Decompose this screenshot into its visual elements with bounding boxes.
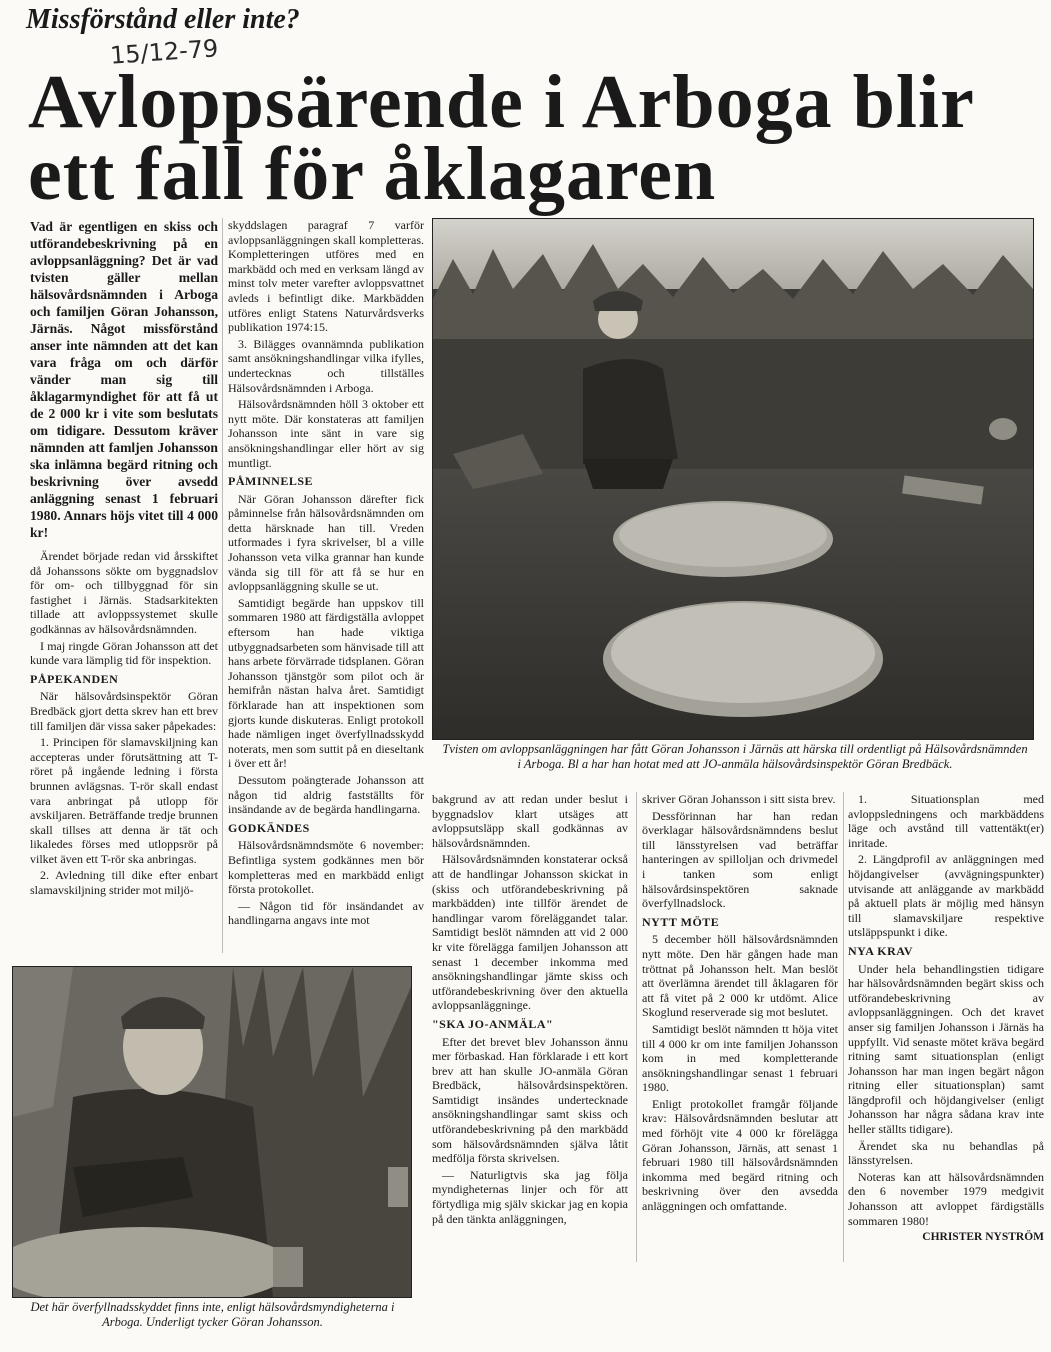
column-2 xyxy=(228,218,424,953)
column-3 xyxy=(432,792,628,1262)
subheading-nya-krav: NYA KRAV xyxy=(848,943,914,958)
photo-small-caption: Det här överfyllnadsskyddet finns inte, enligt hälsovårdsmyndigheterna i Arboga. Underligt tycker Göran Johansson. xyxy=(30,1300,395,1329)
paragraph: 5 december höll hälsovårdsnämnden nytt möte. Den här gången hade man tröttnat på Johansson helt. Man beslöt att överlämna ärendet till åklagaren för att få vitet på 2 000 kr utdömt. Alice Skoglund reserverade sig mot beslutet. xyxy=(642,932,838,1020)
subheading-ska-jo-anmala: "SKA JO-ANMÄLA" xyxy=(432,1016,554,1031)
paragraph: 1. Situationsplan med avloppsledningens och markbäddens läge och avstånd till vattentäkt(er) inritade. xyxy=(848,792,1044,850)
paragraph: Efter det brevet blev Johansson ännu mer förbaskad. Han förklarade i ett kort brev att han skulle JO-anmäla Göran Bredbäck, hälsovårdsinspektören. Samtidigt insändes undertecknade ansökningshandlingar samt skiss och utförandebeskrivning på den markbädd som hälsovårdsnämnden själva låtit medfölja första skrivelsen. xyxy=(432,1034,628,1166)
photo-main-caption: Tvisten om avloppsanläggningen har fått Göran Johansson i Järnäs att härska till ordentligt på Hälsovårdsnämnden i Arboga. Bl a har han hotat med att JO-anmäla hälsovårdsinspektör Göran Bredbäck. xyxy=(442,742,1028,771)
paragraph: 3. Bilägges ovannämnda publikation samt ansökningshandlingar vilka ifylles, undertecknas och tillställes Hälsovårdsnämnden i Arboga. xyxy=(228,336,424,395)
paragraph: Dessutom poängterade Johansson att någon tid aldrig fastställts för insändande av de begärda handlingarna. xyxy=(228,772,424,817)
paragraph: Hälsovårdsnämndsmöte 6 november: Befintliga system godkännes men bör kompletteras med en markbädd enligt första protokollet. xyxy=(228,838,424,897)
paragraph: 2. Längdprofil av anläggningen med höjdangivelser (avvägningspunkter) utvisande att anläggande av markbädd på aktuell plats är möjlig med hänsyn till slamavskiljare respektive utsläppspunkt i dike. xyxy=(848,852,1044,940)
photo-small xyxy=(12,966,412,1298)
paragraph: Hälsovårdsnämnden konstaterar också att de handlingar Johansson skickat in (skiss och utförandebeskrivning på markbädden) inte tillför ärendet de handlingar varom föreläggandet talar. Samtidigt beslöt nämnden att vid 2 000 kr vite förelägga familjen Johansson att senast 1 december inkomma med ansökningshandlingar jämte skiss och utförandebeskrivning över den aktuella avloppsanläggninge. xyxy=(432,852,628,1013)
handwritten-date: 15/12-79 xyxy=(109,34,220,70)
headline: Avloppsärende i Arboga blir ett fall för åklagaren xyxy=(28,60,974,216)
paragraph: Samtidigt begärde han uppskov till sommaren 1980 att färdigställa avloppet eftersom han hade viktiga utbyggnadsarbeten som hänvisade till att hans arbete förvärrade tidsplanen. Göran Johansson tjänstgör som pilot och är hemifrån nästan halva året. Samtidigt förklarade han att inspektionen som gjorts kunde diskuteras. Enligt protokoll hade nämligen inget överfyllnadsskydd noterats, men som suttit på en dieseltank i över ett år! xyxy=(228,595,424,771)
paragraph: skyddslagen paragraf 7 varför avloppsanläggningen skall kompletteras. Kompletteringen utföres med en markbädd och med en verksam längd av minst tolv meter varefter avloppsvattnet avleds i befintligt dike. Markbädden utföres enligt Statens Naturvårdsverks publikation 1974:15. xyxy=(228,218,424,335)
paragraph: — Någon tid för insändandet av handlingarna angavs inte mot xyxy=(228,898,424,928)
photo-main-image xyxy=(433,219,1033,739)
paragraph: Ärendet ska nu behandlas på länsstyrelsen. xyxy=(848,1138,1044,1168)
paragraph: När Göran Johansson därefter fick påminnelse från hälsovårdsnämnden om detta härsknade han till. Vreden utformades i fyra skrivelser, bl a ville Johansson veta vilka grannar han kunde vända sig till för att få se hur en avloppsanläggning skulle se ut. xyxy=(228,491,424,594)
photo-main xyxy=(432,218,1034,740)
column-4 xyxy=(642,792,838,1262)
byline: CHRISTER NYSTRÖM xyxy=(922,1231,1044,1244)
subheading-nytt-mote: NYTT MÖTE xyxy=(642,914,720,929)
subheading-godkandes: GODKÄNDES xyxy=(228,820,310,835)
paragraph: När hälsovårdsinspektör Göran Bredbäck gjort detta skrev han ett brev till familjen där vissa saker påpekades: xyxy=(30,689,218,733)
paragraph: Under hela behandlingstien tidigare har hälsovårdsnämnden begärt skiss och utförandebeskrivning av avloppsanläggningen. Och det kravet anser sig familjen Johansson i Järnäs ha uppfyllt. Vid senaste mötet kräva begärd ritning samt situationsplan (enligt Johansson har man ingen begärt någon ritning eller situationsplan) samt längdprofil och höjdangivelser (enligt Johansson har några sådana krav inte heller ställts tidigare). xyxy=(848,961,1044,1137)
paragraph: Dessförinnan har han redan överklagar hälsovårdsnämndens beslut till länsstyrelsen vad beträffar hanteringen av spilloljan och drivmedel i tanken som enligt hälsovårdsinspektören saknade överfyllnadslock. xyxy=(642,808,838,911)
lead-paragraph xyxy=(30,218,218,541)
paragraph: 1. Principen för slamavskiljning kan accepteras under förutsättning att T-röret på ingående ledning i första brunnen avlägsnas. T-rör skall endast vara anbringat på utlopp för avskiljaren. Beträffande tredje brunnen skall tillses att denna är tät och likaledes förses med utloppsrör på vilket även ett T-rör ska anbringas. xyxy=(30,735,218,866)
lead-text: Vad är egentligen en skiss och utförandebeskrivning på en avloppsanläggning? Det är vad tvisten gäller mellan hälsovårdsnämnden i Arboga och familjen Göran Johansson, Järnäs. Något missförstånd anser inte nämnden att det kan vara fråga om och därför vänder man sig till åklagarmyndighet för att få ut de 2 000 kr i vite som beslutats om tidigare. Dessutom kräver nämnden att famljen Johansson ska inlämna begärd ritning och beskrivning över avsedd anläggning senast 1 februari 1980. Annars höjs vitet till 4 000 kr! xyxy=(30,219,218,540)
subheading-paminnelse: PÅMINNELSE xyxy=(228,474,314,489)
subheading-papekanden: PÅPEKANDEN xyxy=(30,671,119,686)
paragraph: Noteras kan att hälsovårdsnämnden den 6 november 1979 medgivit Johansson att avloppet färdigställs sommaren 1980! xyxy=(848,1169,1044,1228)
paragraph: skriver Göran Johansson i sitt sista brev. xyxy=(642,792,836,806)
paragraph: Ärendet började redan vid årsskiftet då Johanssons sökte om byggnadslov för om- och tillbyggnad för sin fastighet i Järnäs. Stadsarkitekten tillade att avloppssystemet skulle godkännas av hälsovårdsnämnden. xyxy=(30,549,218,636)
paragraph: Samtidigt beslöt nämnden tt höja vitet till 4 000 kr om inte familjen Johansson kom in med kompletterande ansökningshandlingar senast 1 februari 1980. xyxy=(642,1021,838,1095)
paragraph: Hälsovårdsnämnden höll 3 oktober ett nytt möte. Där konstateras att familjen Johansson inte sänt in vare sig ansökningshandlingar eller hört av sig muntligt. xyxy=(228,397,424,470)
paragraph: 2. Avledning till dike efter enbart slamavskiljning strider mot miljö- xyxy=(30,868,218,898)
kicker: Missförstånd eller inte? xyxy=(26,4,300,35)
divider xyxy=(636,792,637,1262)
paragraph: bakgrund av att redan under beslut i byggnadslov klart utsäges att avloppsutsläpp skall godkännas av hälsovårdsnämnden. xyxy=(432,792,628,850)
column-5 xyxy=(848,792,1044,1272)
paragraph: Enligt protokollet framgår följande krav: Hälsovårdsnämnden beslutar att med förhöjt vite 4 000 kr förelägga Göran Johansson, Järnäs, att senast 1 februari 1980 till hälsovårdsnämnden inkomma med begärd ritning och beskrivning över den avsedda anläggningen och omfattande. xyxy=(642,1096,838,1214)
column-1 xyxy=(30,218,218,953)
photo-small-image xyxy=(13,967,411,1297)
divider xyxy=(843,792,844,1262)
divider xyxy=(222,218,223,953)
paragraph: — Naturligtvis ska jag följa myndigheternas linjer och för att förtydliga mig själv skickar jag en kopia på den tänkta anläggningen, xyxy=(432,1167,628,1226)
paragraph: I maj ringde Göran Johansson att det kunde vara lämplig tid för inspektion. xyxy=(30,638,218,668)
